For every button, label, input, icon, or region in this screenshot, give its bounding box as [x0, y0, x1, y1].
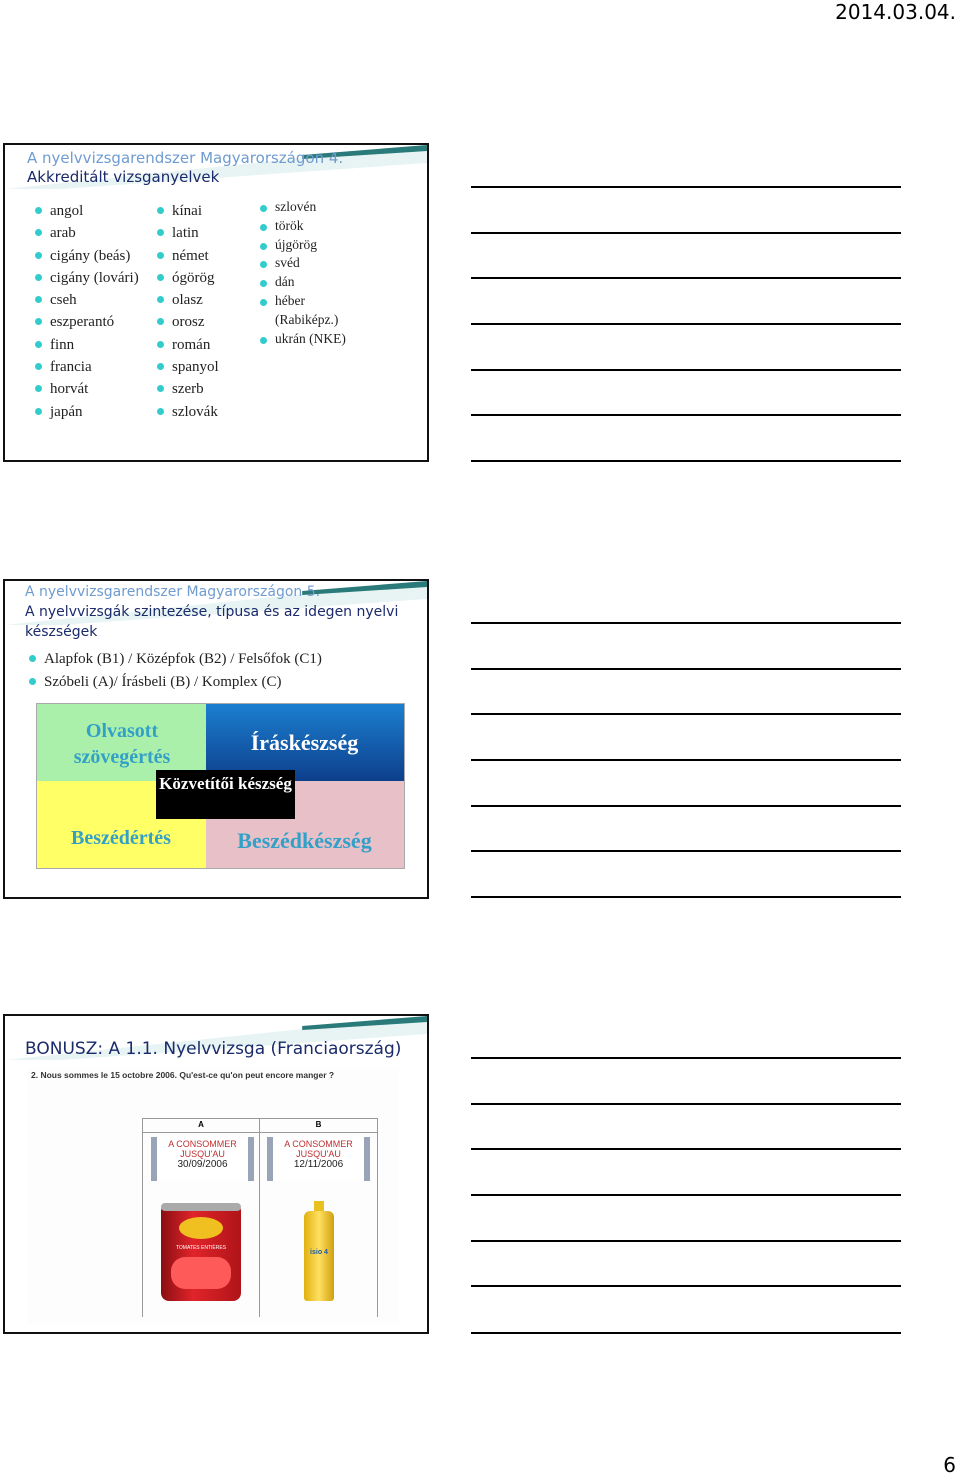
- speaking-label: Beszédkészség: [237, 828, 372, 853]
- list-item: svéd: [260, 254, 360, 273]
- can-lid: [161, 1203, 241, 1211]
- list-item: arab: [35, 222, 139, 244]
- reading-label: Olvasott szövegértés: [73, 720, 171, 768]
- notes-lines-1: [471, 143, 901, 463]
- list-item: cigány (beás): [35, 245, 139, 267]
- list-item: szlovák: [157, 401, 219, 423]
- list-item: cseh: [35, 289, 139, 311]
- bottle-body: [304, 1211, 334, 1301]
- notes-lines-3: [471, 1014, 901, 1336]
- slide-3: [3, 1014, 429, 1334]
- table-header-line: [143, 1132, 377, 1133]
- column-a-label: A: [198, 1120, 204, 1129]
- exam-image: [27, 1068, 399, 1325]
- list-item: finn: [35, 334, 139, 356]
- list-item: román: [157, 334, 219, 356]
- list-item: orosz: [157, 311, 219, 333]
- mediation-label: Közvetítői készség: [156, 770, 295, 819]
- expiry-label-a: [151, 1137, 254, 1181]
- language-list-2: [157, 200, 219, 423]
- bottle-text: isio 4: [310, 1249, 328, 1256]
- listening-label: Beszédértés: [71, 827, 171, 849]
- label-b-date: 12/11/2006: [293, 1159, 344, 1170]
- date-header: 2014.03.04.: [835, 0, 956, 24]
- slide-title: [25, 582, 423, 642]
- list-item: ógörög: [157, 267, 219, 289]
- label-b-line1: A CONSOMMER: [284, 1139, 353, 1149]
- skills-diagram: [36, 703, 405, 869]
- label-a-line2: JUSQU'AU: [180, 1149, 225, 1159]
- can-logo: [179, 1217, 223, 1239]
- slide-title-line2: Akkreditált vizsganyelvek: [27, 168, 220, 186]
- page-number: 6: [943, 1453, 956, 1477]
- list-item: eszperantó: [35, 311, 139, 333]
- answer-table: [142, 1118, 378, 1317]
- can-text: TOMATES ENTIÈRES: [175, 1245, 227, 1251]
- table-divider: [259, 1119, 260, 1317]
- list-item: német: [157, 245, 219, 267]
- bottle-cap: [314, 1201, 324, 1211]
- list-item: horvát: [35, 378, 139, 400]
- list-item: héber (Rabiképz.): [260, 292, 360, 330]
- notes-lines-2: [471, 579, 901, 899]
- list-item: latin: [157, 222, 219, 244]
- list-item: japán: [35, 401, 139, 423]
- slide-title-line1: A nyelvvizsgarendszer Magyarországon 5.: [25, 584, 321, 600]
- list-item: Szóbeli (A)/ Írásbeli (B) / Komplex (C): [29, 671, 322, 694]
- slide-1: [3, 143, 429, 462]
- level-list: [29, 648, 322, 693]
- expiry-label-b: [267, 1137, 370, 1181]
- list-item: spanyol: [157, 356, 219, 378]
- list-item: török: [260, 217, 360, 236]
- language-list-1: [35, 200, 139, 423]
- oil-bottle-image: [304, 1201, 334, 1301]
- slide-title: [27, 149, 423, 187]
- exam-question: 2. Nous sommes le 15 octobre 2006. Qu'est-ce qu'on peut encore manger ?: [31, 1070, 335, 1080]
- list-item: dán: [260, 273, 360, 292]
- language-list-3: [260, 198, 360, 348]
- list-item: ukrán (NKE): [260, 330, 360, 349]
- list-item: szlovén: [260, 198, 360, 217]
- label-a-date: 30/09/2006: [177, 1159, 228, 1170]
- list-item: szerb: [157, 378, 219, 400]
- slide-title: BONUSZ: A 1.1. Nyelvvizsga (Franciaország): [25, 1039, 402, 1059]
- list-item: angol: [35, 200, 139, 222]
- list-item: újgörög: [260, 236, 360, 255]
- label-b-line2: JUSQU'AU: [296, 1149, 341, 1159]
- list-item: Alapfok (B1) / Középfok (B2) / Felsőfok (C1): [29, 648, 322, 671]
- label-a-line1: A CONSOMMER: [168, 1139, 237, 1149]
- column-b-label: B: [315, 1120, 322, 1129]
- slide-2: [3, 579, 429, 899]
- list-item: kínai: [157, 200, 219, 222]
- list-item: olasz: [157, 289, 219, 311]
- slide-title-line2: A nyelvvizsgák szintezése, típusa és az idegen nyelvi készségek: [25, 604, 399, 640]
- can-tomatoes: [171, 1257, 231, 1289]
- list-item: francia: [35, 356, 139, 378]
- slide-title-line1: A nyelvvizsgarendszer Magyarországon 4.: [27, 149, 344, 167]
- list-item: cigány (lovári): [35, 267, 139, 289]
- writing-label: Íráskészség: [250, 730, 359, 755]
- tomato-can-image: [161, 1203, 241, 1301]
